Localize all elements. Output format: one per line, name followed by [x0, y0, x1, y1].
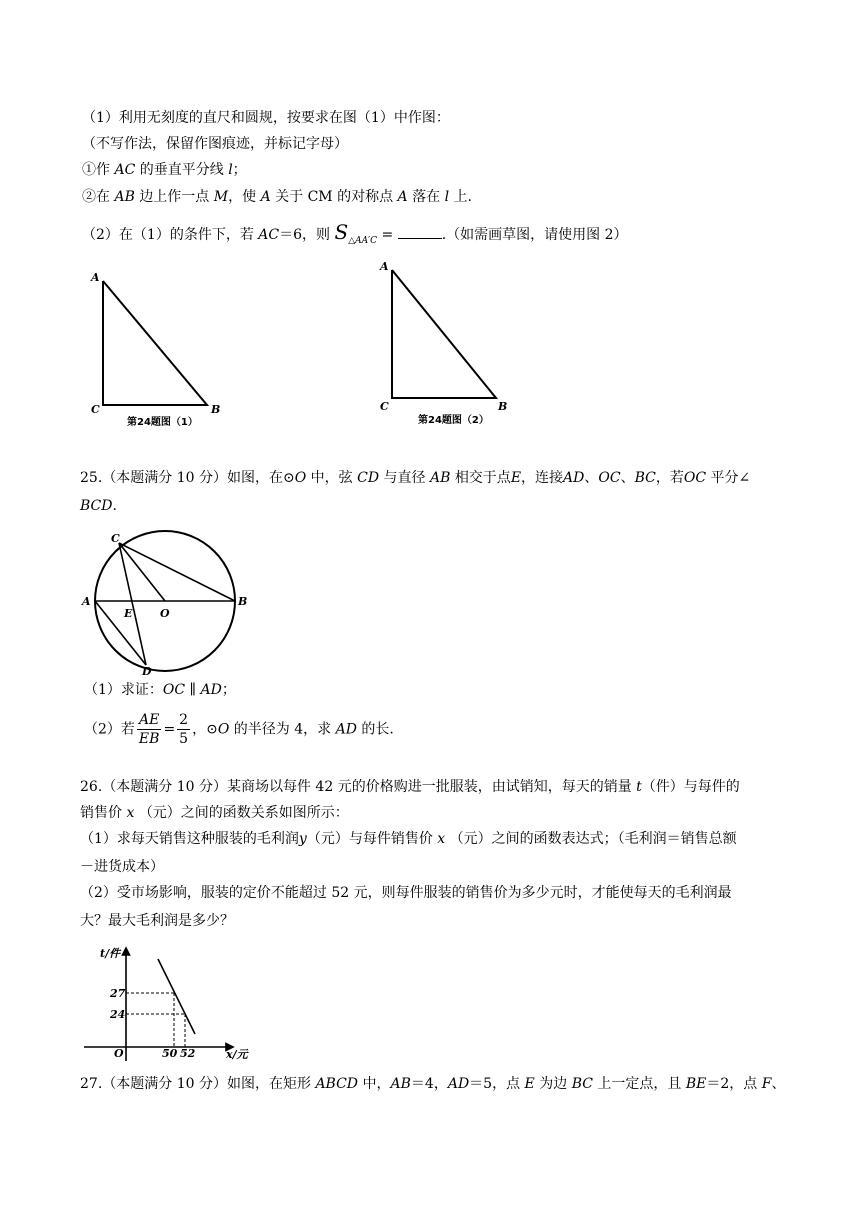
q24-part1: （1）利用无刻度的直尺和圆规，按要求在图（1）中作图： [82, 110, 450, 126]
q25-part2: （2）若 $\frac{AE}{EB}$ = $\frac{2}{5}$ ，⊙O 的半径为 4，求 AD 的长. [84, 712, 394, 747]
ratio-fraction: $\frac{AE}{EB}$ [138, 712, 160, 747]
circle-label-a: A [82, 595, 91, 608]
q26-line6: 大？最大毛利润是多少？ [80, 913, 234, 929]
q25-part1: （1）求证：OC ∥ AD； [84, 682, 236, 698]
q26-line1: 26.（本题满分 10 分）某商场以每件 42 元的价格购进一批服装，由试销知，每天的销量 t（件）与每件的 [80, 779, 740, 795]
graph-xtick-52: 52 [180, 1047, 196, 1060]
q25-circle-figure [78, 527, 258, 677]
fig1-label-c: C [91, 403, 100, 416]
q25-line1: 25.（本题满分 10 分）如图，在⊙O 中，弦 CD 与直径 AB 相交于点E，连接AD、OC、BC，若OC 平分∠ [80, 470, 751, 486]
q24-step2: ②在 AB 边上作一点 M，使 A 关于 CM 的对称点 A 落在 l 上. [82, 189, 472, 205]
fig1-caption: 第24题图（1） [127, 417, 198, 428]
circle-label-e: E [124, 607, 133, 620]
fig2-label-c: C [380, 400, 389, 413]
answer-blank [398, 226, 442, 239]
circle-label-c: C [111, 532, 120, 545]
graph-xlabel: x/元 [226, 1048, 248, 1061]
fig2-caption: 第24题图（2） [418, 415, 489, 426]
circle-label-o: O [160, 607, 170, 620]
graph-ytick-24: 24 [110, 1008, 126, 1021]
q26-line3: （1）求每天销售这种服装的毛利润y（元）与每件销售价 x （元）之间的函数表达式；（毛利润＝销售总额 [80, 831, 737, 847]
graph-origin: O [114, 1047, 124, 1060]
q26-line2: 销售价 x （元）之间的函数关系如图所示： [80, 805, 349, 821]
q26-line4: －进货成本） [80, 859, 164, 875]
q24-figure-1 [85, 265, 245, 435]
fig2-label-a: A [380, 260, 389, 273]
fig2-label-b: B [498, 400, 508, 413]
value-fraction: $\frac{2}{5}$ [179, 712, 189, 747]
q26-sales-graph [80, 943, 260, 1065]
q27-line1: 27.（本题满分 10 分）如图，在矩形 ABCD 中，AB＝4，AD＝5，点 E 为边 BC 上一定点，且 BE＝2，点 F、 [80, 1076, 786, 1092]
q24-figure-2 [372, 258, 532, 433]
q24-note: （不写作法，保留作图痕迹，并标记字母） [82, 136, 348, 152]
fig1-label-b: B [211, 403, 221, 416]
q24-step1: ①作 AC 的垂直平分线 l； [82, 162, 247, 178]
graph-ytick-27: 27 [110, 987, 126, 1000]
demand-line [158, 959, 195, 1034]
circle-label-d: D [142, 665, 152, 677]
graph-ylabel: t/件 [100, 947, 121, 960]
fig1-label-a: A [91, 271, 100, 284]
graph-xtick-50: 50 [162, 1047, 178, 1060]
q24-part2: （2）在（1）的条件下，若 AC＝6，则 $S_{\triangle AA'C}$ = .（如需画草图，请使用图 2） [82, 220, 628, 246]
circle-label-b: B [238, 595, 248, 608]
q26-line5: （2）受市场影响，服装的定价不能超过 52 元，则每件服装的销售价为多少元时，才能使每天的毛利润最 [80, 885, 732, 901]
q25-line2: BCD. [80, 498, 117, 514]
